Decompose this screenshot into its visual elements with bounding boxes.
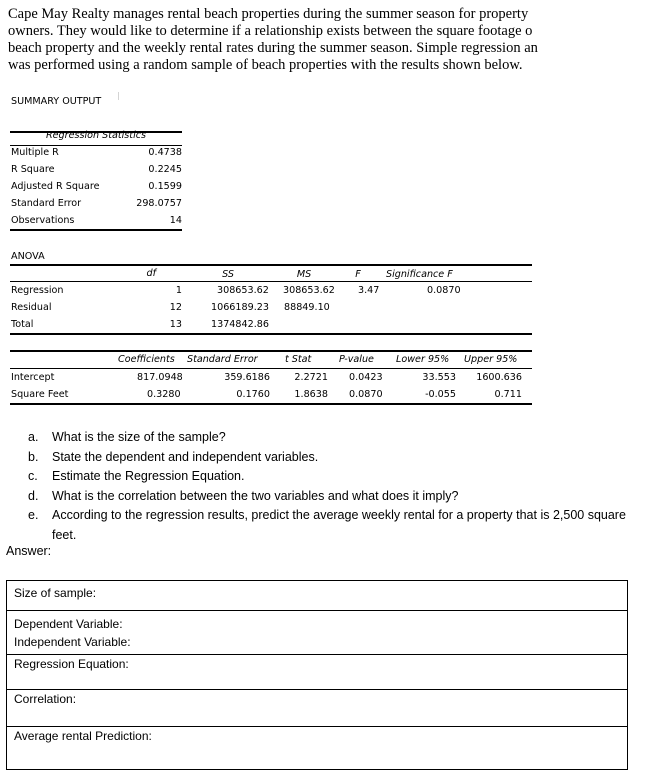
question-letter: a.: [28, 430, 39, 444]
regression-statistics-title: Regression Statistics: [45, 130, 147, 141]
intro-line: owners. They would like to determine if a relationship exists between the square footage o: [8, 23, 533, 39]
coef-header-p-value: P-value: [339, 354, 374, 365]
anova-header-significance-f: Significance F: [386, 269, 453, 280]
stat-value: 0.2245: [148, 164, 182, 175]
coef-lower-95: -0.055: [425, 389, 456, 400]
anova-row-label: Total: [11, 319, 34, 330]
stat-label: Observations: [11, 215, 75, 226]
stat-value: 298.0757: [136, 198, 182, 209]
anova-header-df: df: [146, 268, 156, 279]
anova-title: ANOVA: [11, 251, 45, 262]
problem-intro: [8, 6, 644, 76]
anova-header-ss: SS: [222, 269, 234, 280]
coef-p-value: 0.0423: [349, 372, 383, 383]
stat-label: R Square: [11, 164, 55, 175]
coef-t-stat: 1.8638: [294, 389, 328, 400]
question-letter: c.: [28, 469, 38, 483]
question-item: [28, 428, 638, 448]
question-letter: e.: [28, 508, 39, 522]
answer-row-variables[interactable]: [7, 611, 627, 655]
coef-header-standard-error: Standard Error: [187, 354, 258, 365]
stat-label: Multiple R: [11, 147, 59, 158]
anova-row-label: Regression: [11, 285, 64, 296]
intro-line: beach property and the weekly rental rates during the summer season. Simple regression an: [8, 40, 538, 56]
answer-label-sample-size: Size of sample:: [14, 586, 97, 600]
question-text: Estimate the Regression Equation.: [52, 469, 245, 483]
stat-value: 0.1599: [148, 181, 182, 192]
anova-df: 12: [169, 302, 182, 313]
answer-label-equation: Regression Equation:: [14, 657, 129, 671]
answer-label-independent: Independent Variable:: [14, 635, 131, 649]
coef-value: 817.0948: [137, 372, 183, 383]
question-text: According to the regression results, predict the average weekly rental for a property that is 2,500 square feet.: [52, 508, 626, 542]
question-text: What is the size of the sample?: [52, 430, 226, 444]
regression-summary-output: [8, 92, 536, 410]
answer-label-dependent: Dependent Variable:: [14, 617, 123, 631]
anova-ss: 1066189.23: [211, 302, 269, 313]
intro-line: Cape May Realty manages rental beach properties during the summer season for property: [8, 6, 529, 22]
question-item: [28, 467, 638, 487]
stat-value: 14: [169, 215, 182, 226]
answer-label: Answer:: [6, 544, 52, 558]
coef-p-value: 0.0870: [349, 389, 383, 400]
coef-standard-error: 359.6186: [224, 372, 270, 383]
answer-row-sample-size[interactable]: [7, 581, 627, 611]
answer-row-correlation[interactable]: [7, 690, 627, 727]
coef-row-label: Square Feet: [11, 389, 69, 400]
anova-header-f: F: [355, 269, 361, 280]
question-list: [28, 428, 638, 545]
summary-title: SUMMARY OUTPUT: [11, 96, 102, 107]
question-letter: d.: [28, 488, 39, 503]
answer-row-prediction[interactable]: [7, 727, 627, 769]
stat-label: Standard Error: [11, 198, 82, 209]
stat-value: 0.4738: [148, 147, 182, 158]
coef-row-label: Intercept: [11, 372, 55, 383]
anova-df: 1: [175, 285, 182, 296]
coef-t-stat: 2.2721: [294, 372, 328, 383]
anova-ms: 88849.10: [284, 302, 330, 313]
anova-header-ms: MS: [296, 269, 312, 280]
stat-label: Adjusted R Square: [11, 181, 100, 192]
anova-f: 3.47: [358, 285, 380, 296]
coef-header-coefficients: Coefficients: [118, 354, 175, 365]
anova-row-label: Residual: [11, 302, 52, 313]
question-text: State the dependent and independent variables.: [52, 449, 319, 464]
intro-line: was performed using a random sample of beach properties with the results shown below.: [8, 57, 523, 73]
anova-ss: 308653.62: [217, 285, 269, 296]
coef-upper-95: 0.711: [494, 389, 522, 400]
answer-box: [6, 580, 628, 770]
question-item: [28, 448, 638, 468]
anova-df: 13: [169, 319, 182, 330]
anova-ss: 1374842.86: [211, 319, 269, 330]
question-letter: b.: [28, 449, 39, 464]
answer-label-prediction: Average rental Prediction:: [14, 729, 152, 743]
coef-standard-error: 0.1760: [236, 389, 270, 400]
coef-header-t-stat: t Stat: [285, 354, 312, 365]
question-item: [28, 506, 638, 545]
coef-lower-95: 33.553: [422, 372, 456, 383]
answer-row-equation[interactable]: [7, 655, 627, 690]
anova-significance-f: 0.0870: [427, 285, 461, 296]
answer-label-correlation: Correlation:: [14, 692, 77, 706]
question-item: [28, 487, 638, 507]
coef-header-upper-95: Upper 95%: [464, 354, 518, 365]
coef-upper-95: 1600.636: [476, 372, 522, 383]
coef-value: 0.3280: [147, 389, 181, 400]
question-text: What is the correlation between the two variables and what does it imply?: [52, 488, 459, 503]
coef-header-lower-95: Lower 95%: [396, 354, 450, 365]
anova-ms: 308653.62: [283, 285, 335, 296]
